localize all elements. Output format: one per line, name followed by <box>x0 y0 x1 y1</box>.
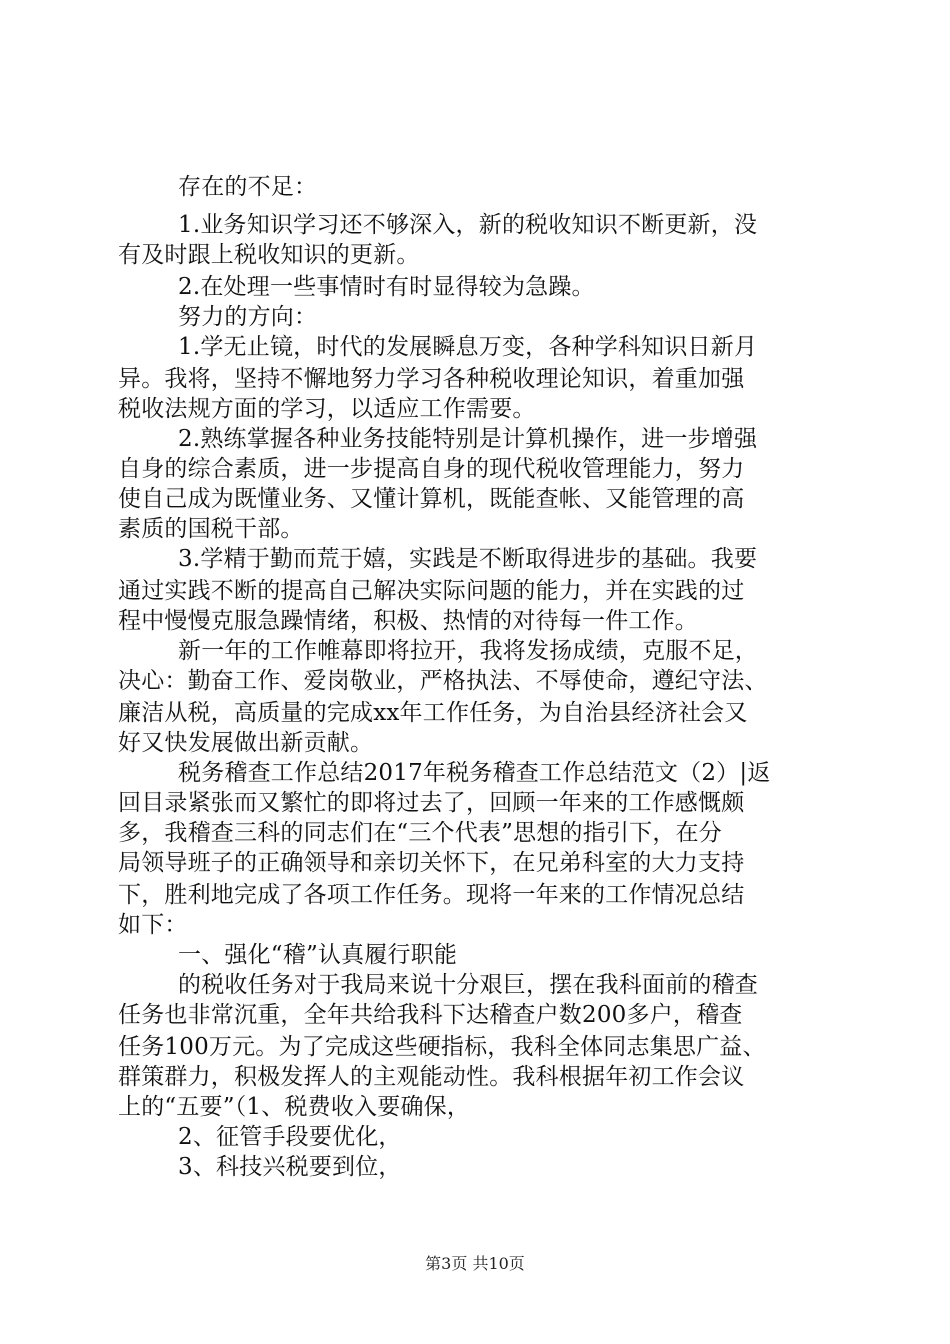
text-line: 多，我稽查三科的同志们在“三个代表”思想的指引下，在分 <box>118 820 722 846</box>
text-line: 局领导班子的正确领导和亲切关怀下，在兄弟科室的大力支持 <box>118 850 745 876</box>
page-footer: 第3页 共10页 <box>425 1254 525 1273</box>
text-line: 2、征管手段要优化， <box>178 1124 402 1150</box>
text-line: 任务也非常沉重，全年共给我科下达稽查户数200多户，稽查 <box>118 1002 743 1028</box>
text-line: 群策群力，积极发挥人的主观能动性。我科根据年初工作会议 <box>118 1064 745 1090</box>
text-line: 的税收任务对于我局来说十分艰巨，摆在我科面前的稽查 <box>178 972 758 998</box>
text-line: 1.学无止镜，时代的发展瞬息万变，各种学科知识日新月 <box>178 334 758 360</box>
text-line: 存在的不足： <box>178 174 318 200</box>
text-line: 廉洁从税，高质量的完成xx年工作任务，为自治县经济社会又 <box>118 700 748 726</box>
text-line: 回目录紧张而又繁忙的即将过去了，回顾一年来的工作感慨颇 <box>118 790 745 816</box>
text-line: 上的“五要”（1、税费收入要确保， <box>118 1094 471 1120</box>
text-line: 使自己成为既懂业务、又懂计算机，既能查帐、又能管理的高 <box>118 486 745 512</box>
text-line: 有及时跟上税收知识的更新。 <box>118 242 420 268</box>
text-line: 3.学精于勤而荒于嬉，实践是不断取得进步的基础。我要 <box>178 546 758 572</box>
text-line: 税收法规方面的学习，以适应工作需要。 <box>118 396 536 422</box>
text-line: 新一年的工作帷幕即将拉开，我将发扬成绩，克服不足， <box>178 638 758 664</box>
text-line: 好又快发展做出新贡献。 <box>118 730 374 756</box>
text-line: 税务稽查工作总结2017年税务稽查工作总结范文（2）|返 <box>178 760 771 786</box>
text-line: 如下： <box>118 912 188 938</box>
text-line: 程中慢慢克服急躁情绪，积极、热情的对待每一件工作。 <box>118 608 698 634</box>
text-line: 异。我将，坚持不懈地努力学习各种税收理论知识，着重加强 <box>118 366 745 392</box>
text-line: 3、科技兴税要到位， <box>178 1154 402 1180</box>
text-line: 任务100万元。为了完成这些硬指标，我科全体同志集思广益、 <box>118 1034 766 1060</box>
text-line: 下，胜利地完成了各项工作任务。现将一年来的工作情况总结 <box>118 882 745 908</box>
text-line: 2.在处理一些事情时有时显得较为急躁。 <box>178 274 595 300</box>
text-line: 通过实践不断的提高自己解决实际问题的能力，并在实践的过 <box>118 578 745 604</box>
text-line: 决心：勤奋工作、爱岗敬业，严格执法、不辱使命，遵纪守法、 <box>118 668 768 694</box>
text-line: 自身的综合素质，进一步提高自身的现代税收管理能力，努力 <box>118 456 745 482</box>
text-line: 1.业务知识学习还不够深入，新的税收知识不断更新，没 <box>178 212 758 238</box>
text-line: 素质的国税干部。 <box>118 516 304 542</box>
text-line: 2.熟练掌握各种业务技能特别是计算机操作，进一步增强 <box>178 426 758 452</box>
text-line: 一、强化“稽”认真履行职能 <box>178 942 458 968</box>
text-line: 努力的方向： <box>178 304 318 330</box>
